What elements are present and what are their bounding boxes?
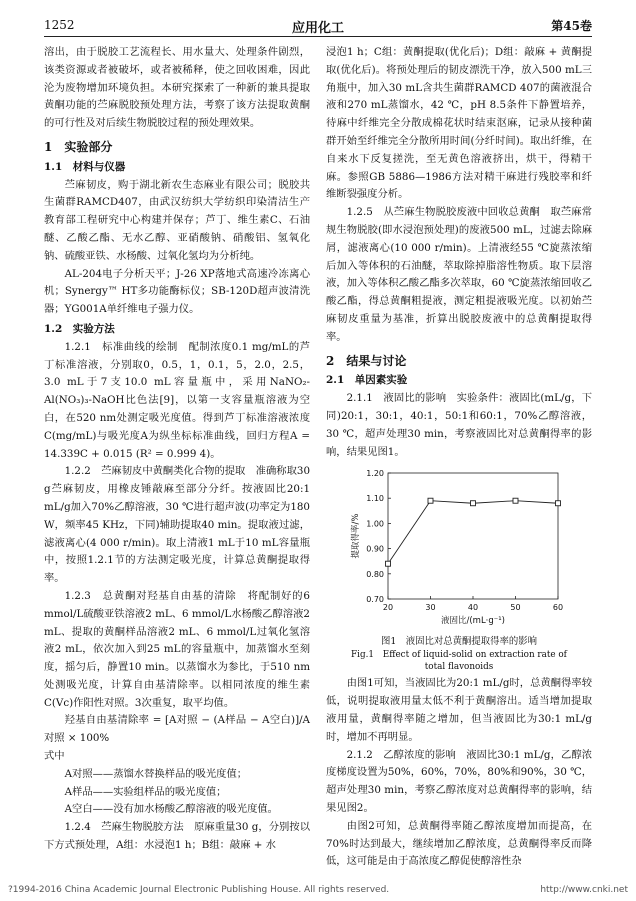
ratio-effect-paragraph: 2.1.1 液固比的影响 实验条件：液固比(mL/g，下同)20:1，30:1，40:1，50:1和60:1，70%乙醇溶液，30 ℃，超声处理30 min，考察液固比对总黄酮得率的影响，结果见图1。: [326, 392, 592, 458]
section-title-1: 1 实验部分: [44, 139, 113, 154]
y-tick-label: 0.80: [366, 570, 384, 580]
volume-label: 第45卷: [551, 19, 592, 33]
y-tick-label: 1.10: [366, 494, 384, 504]
right-column: [326, 44, 592, 871]
y-tick-label: 0.90: [366, 544, 384, 554]
data-point: [513, 499, 518, 504]
left-column: [44, 44, 310, 855]
method-paragraph-2: 1.2.2 苎麻韧皮中黄酮类化合物的提取 准确称取30 g苎麻韧皮，用橡皮锤敲麻至部分分纤。按液固比20:1 mL/g加入70%乙醇溶液，30 ℃进行超声波(功率定为180 W，频率45 KHz，下同)辅助提取40 min。提取液过滤，滤液离心(4 000 r/min)。取上清液1 mL于10 mL容量瓶中，按照1.2.1节的方法测定吸光度，计算总黄酮提取得率。: [44, 465, 310, 585]
recovery-paragraph: 1.2.5 从苎麻生物脱胶废液中回收总黄酮 取苎麻常规生物脱胶(即水浸泡预处理)的废液500 mL，过滤去除麻屑，滤液离心(10 000 r/min)。上清液经55 ℃旋蒸浓缩后加入等体积的石油醚，萃取除掉脂溶性物质。取下层溶液，加入等体积乙酸乙酯多次萃取，60 ℃旋蒸浓缩回收乙酸乙酯，得总黄酮粗提液，测定粗提液吸光度。以初始苎麻韧皮重量为基准，折算出脱胶废液中的总黄酮提取得率。: [326, 206, 592, 343]
plot-frame: [388, 473, 558, 599]
data-point: [428, 499, 433, 504]
journal-name: 应用化工: [291, 21, 344, 36]
scavenging-formula: 羟基自由基清除率 = [A对照 − (A样品 − A空白)]/A对照 × 100%: [44, 714, 310, 745]
ethanol-effect-paragraph: 2.1.2 乙醇浓度的影响 液固比30:1 mL/g，乙醇浓度梯度设置为50%，60%，70%，80%和90%，30 ℃，超声处理30 min，考察乙醇浓度对总黄酮得率的影响，结果见图2。: [326, 748, 592, 814]
materials-paragraph: 苎麻韧皮，购于湖北新农生态麻业有限公司；脱胶共生菌群RAMCD407，由武汉纺织大学纺织印染清洁生产教育部工程研究中心构建并保存；芦丁、维生素C、石油醚、乙酸乙酯、无水乙醇、亚硝酸钠、硝酸铝、氢氧化钠、硫酸亚铁、水杨酸、过氧化氢均为分析纯。: [44, 178, 310, 262]
formula-where: 式中: [44, 750, 65, 763]
degumming-paragraph: 浸泡1 h；C组：黄酮提取(优化后)；D组：敲麻 + 黄酮提取(优化后)。将预处理后的韧皮漂洗干净，放入500 mL三角瓶中，加入30 mL含共生菌群RAMCD 407的菌液混合液和270 mL蒸馏水，42 ℃，pH 8.5条件下静置培养，待麻中纤维完全分散成棉花状时结束沤麻，记录从接种菌群开始至纤维完全分散所用时间(分纤时间)。取出纤维，在自来水下反复搓洗，至无黄色溶液挤出，烘干，得精干麻。参照GB 5886—1986方法对精干麻进行残胶率和纤维断裂强度分析。: [326, 46, 592, 201]
formula-def-3: A空白——没有加水杨酸乙醇溶液的吸光度值。: [64, 803, 278, 816]
page-footer: [8, 885, 628, 895]
method-paragraph-4: 1.2.4 苎麻生物脱胶方法 原麻重量30 g，分别按以下方式预处理，A组：水浸泡1 h；B组：敲麻 + 水: [44, 821, 310, 852]
result-paragraph-2: 由图2可知，总黄酮得率随乙醇浓度增加而提高，在70%时达到最大，继续增加乙醇浓度，总黄酮得率反而降低，这可能是由于高浓度乙醇促使醇溶性杂: [326, 819, 592, 868]
x-tick-label: 30: [425, 603, 436, 613]
result-paragraph-1: 由图1可知，当液固比为20:1 mL/g时，总黄酮得率较低，说明提取液用量太低不利于黄酮溶出。适当增加提取液用量，黄酮得率随之增加，但当液固比为30:1 mL/g时，增加不再明显。: [326, 677, 592, 743]
page-header: [44, 14, 592, 36]
series-line: [388, 501, 558, 564]
copyright-text: ?1994-2016 China Academic Journal Electronic Publishing House. All rights reserved.: [8, 885, 390, 895]
site-url: http://www.cnki.net: [540, 885, 628, 895]
y-tick-label: 0.70: [366, 595, 384, 605]
extraction-rate-chart: [326, 465, 592, 635]
y-tick-label: 1.20: [366, 469, 384, 479]
header-rule: [44, 36, 592, 37]
data-point: [386, 562, 391, 567]
intro-paragraph: 溶出，由于脱胶工艺流程长、用水量大、处理条件剧烈，该类资源或者被破坏，或者被稀释，使之回收困难，因此沦为废物增加环境负担。本研究探索了一种新的兼具提取黄酮功能的苎麻脱胶预处理方法，考察了该方法提取黄酮的可行性及对后续生物脱胶过程的预处理效果。: [44, 46, 310, 130]
section-title-1-2: 1.2 实验方法: [44, 322, 115, 335]
y-tick-label: 1.00: [366, 519, 384, 529]
formula-def-1: A对照——蒸馏水替换样品的吸光度值；: [64, 767, 248, 780]
instruments-paragraph: AL-204电子分析天平；J-26 XP落地式高速冷冻离心机；Synergy™ HT多功能酶标仪；SB-120D超声波清洗器；YG001A单纤维电子强力仪。: [44, 267, 310, 316]
figure-caption-en-2: total flavonoids: [424, 662, 494, 673]
method-paragraph-1: 1.2.1 标准曲线的绘制 配制浓度0.1 mg/mL的芦丁标准溶液，分别取0，0.5，1，0.1，5，2.0，2.5，3.0 mL于7支10.0 mL容量瓶中，采用NaNO₂-Al(NO₃)₃-NaOH比色法[9]，以第一支容量瓶溶液为空白，在520 nm处测定吸光度值。得到芦丁标准溶液浓度C(mg/mL)与吸光度A为纵坐标标准曲线，回归方程A = 14.339C + 0.015 (R² = 0.999 4)。: [44, 340, 310, 460]
formula-def-2: A样品——实验组样品的吸光度值；: [64, 785, 227, 798]
figure-1: [326, 465, 592, 673]
x-tick-label: 60: [552, 603, 564, 613]
x-tick-label: 50: [510, 603, 521, 613]
section-title-2: 2 结果与讨论: [326, 353, 407, 368]
page-number: 1252: [44, 18, 75, 32]
x-tick-label: 40: [467, 603, 479, 613]
method-paragraph-3: 1.2.3 总黄酮对羟基自由基的清除 将配制好的6 mmol/L硫酸亚铁溶液2 mL、6 mmol/L水杨酸乙醇溶液2 mL、提取的黄酮样品溶液2 mL、6 mmol/L过氧化氢溶液2 mL，依次加入到25 mL的容量瓶中，加蒸馏水至刻度，摇匀后，静置10 min。以蒸馏水为参比，于510 nm处测吸光度，计算自由基清除率。以相同浓度的维生素C(Vc)作阳性对照。3次重复，取平均值。: [44, 589, 310, 709]
section-title-1-1: 1.1 材料与仪器: [44, 160, 126, 173]
figure-caption-cn: 图1 液固比对总黄酮提取得率的影响: [381, 636, 537, 648]
x-axis-label: 液固比/(mL·g⁻¹): [440, 616, 506, 627]
y-axis-label: 提取得率/%: [351, 513, 361, 559]
section-title-2-1: 2.1 单因素实验: [326, 374, 408, 387]
x-tick-label: 20: [382, 603, 394, 613]
figure-caption-en-1: Fig.1 Effect of liquid-solid on extraction rate of: [351, 650, 567, 661]
data-point: [471, 501, 476, 506]
data-point: [556, 501, 561, 506]
